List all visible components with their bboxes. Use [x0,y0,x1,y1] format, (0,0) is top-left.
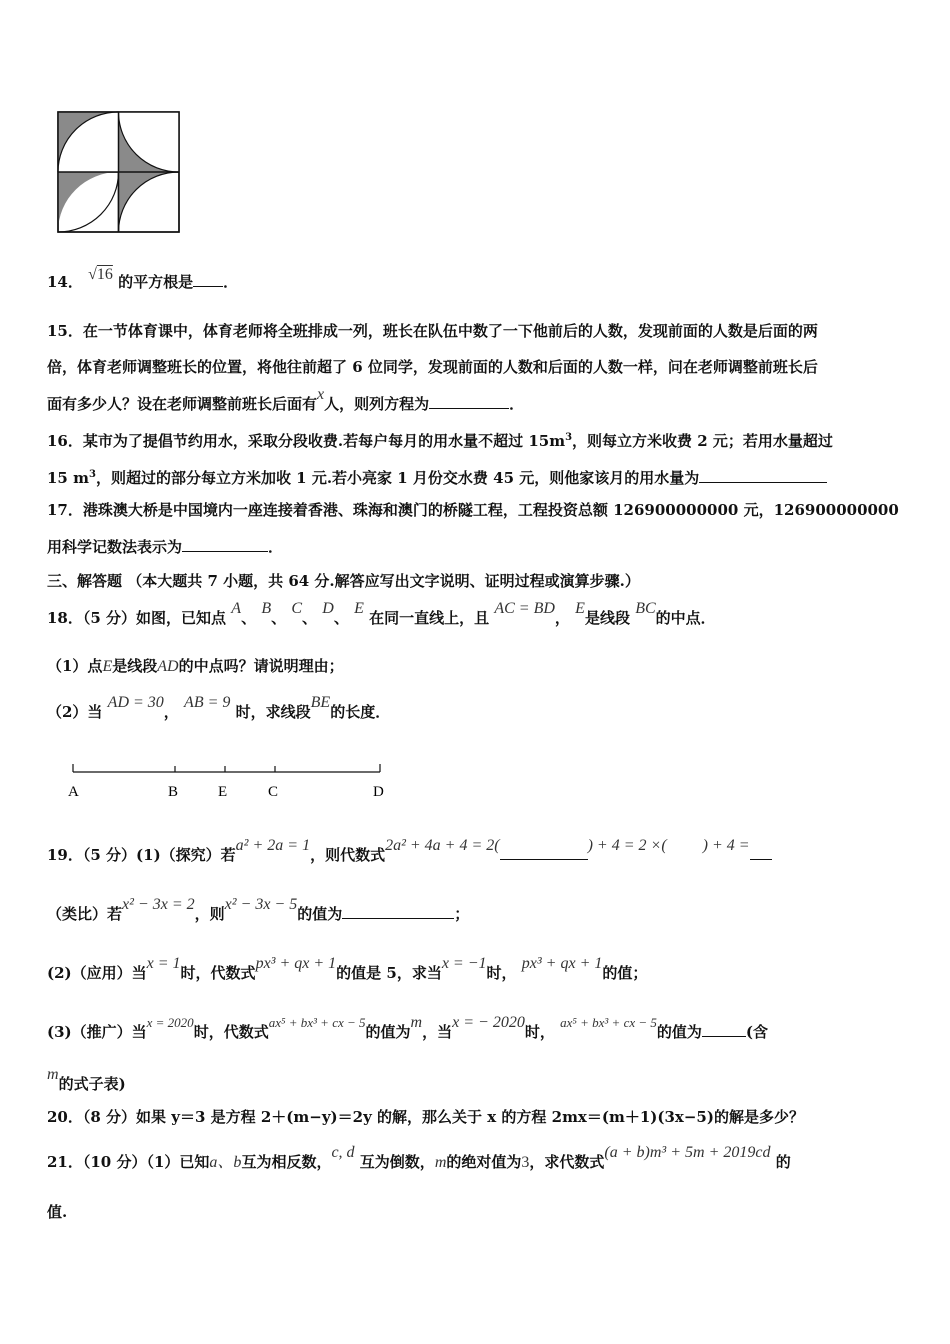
question-15-line3: 面有多少人？设在老师调整前班长后面有x人，则列方程为 ． [47,386,525,413]
label-E: E [218,784,228,800]
question-17-line2: 用科学记数法表示为 ． [47,538,284,556]
label-A: A [68,784,79,800]
answer-blank [193,272,223,287]
question-19-analogy: （类比）若x² − 3x = 2，则x² − 3x − 5的值为 ； [47,896,470,923]
question-15-line1: 15．在一节体育课中，体育老师将全班排成一列，班长在队伍中数了一下他前后的人数，发现前面的人数是后面的两 [47,322,818,340]
question-18-part1: （1）点E是线段AD的中点吗？请说明理由； [47,657,344,675]
question-16-line2: 15 $m^3$，则超过的部分每立方米加收 1 元.若小亮家 1 月份交水费 45 元，则他家该月的用水量为 [47,465,910,488]
answer-blank [699,468,827,483]
answer-blank [429,394,509,409]
question-19-generalize: (3)（推广）当x = 2020时，代数式ax⁵ + bx³ + cx − 5的值为m，当x = − 2020时， ax⁵ + bx³ + cx − 5的值为 (含 [47,1014,769,1041]
pinwheel-figure [57,111,180,233]
question-18-part2: （2）当 AD = 30， AB = 9 时，求线段BE的长度． [47,694,391,721]
segment-figure [60,758,390,806]
question-17-line1: 17．港珠澳大桥是中国境内一座连接着香港、珠海和澳门的桥隧工程，工程投资总额 126900000000 元，126900000000 [47,501,899,519]
question-19-generalize-tail: m的式子表) [47,1066,126,1093]
question-16-line1: 16．某市为了提倡节约用水，采取分段收费.若每户每月的用水量不超过 $15m^3$，则每立方米收费 2 元；若用水量超过 [47,432,833,450]
question-21: 21．（10 分）（1）已知a、b互为相反数，c, d 互为倒数，m的绝对值为3，求代数式(a + b)m³ + 5m + 2019cd 的 [47,1144,791,1171]
label-B: B [168,784,179,800]
answer-blank [182,537,268,552]
label-C: C [268,784,279,800]
question-14: 14． √16 的平方根是 ． [47,266,239,291]
section-heading: 三、解答题 （本大题共 7 小题，共 64 分.解答应写出文字说明、证明过程或演算步骤.） [47,572,640,590]
question-20: 20．（8 分）如果 y＝3 是方程 2＋(m−y)＝2y 的解，那么关于 x 的方程 2mx＝(m＋1)(3x−5)的解是多少？ [47,1108,804,1126]
question-21-line2: 值. [47,1203,68,1221]
answer-blank [750,845,772,860]
answer-blank [500,845,588,860]
question-19-application: (2)（应用）当x = 1时，代数式px³ + qx + 1的值是 5，求当x = −1时， px³ + qx + 1的值； [47,955,648,982]
label-D: D [373,784,384,800]
sqrt-16: √16 [88,266,113,283]
answer-blank [702,1022,746,1037]
question-19: 19．（5 分）(1)（探究）若a² + 2a = 1，则代数式2a² + 4a + 4 = 2( ) + 4 = 2 ×( ) + 4 = [47,845,910,866]
answer-blank [342,904,454,919]
question-15-line2: 倍，体育老师调整班长的位置，将他往前超了 6 位同学，发现前面的人数和后面的人数一样，问在老师调整前班长后 [47,358,818,376]
question-18: 18．（5 分）如图，已知点 A、 B、 C、 D、 E 在同一直线上，且 AC = BD， E是线段 BC的中点． [47,600,716,627]
